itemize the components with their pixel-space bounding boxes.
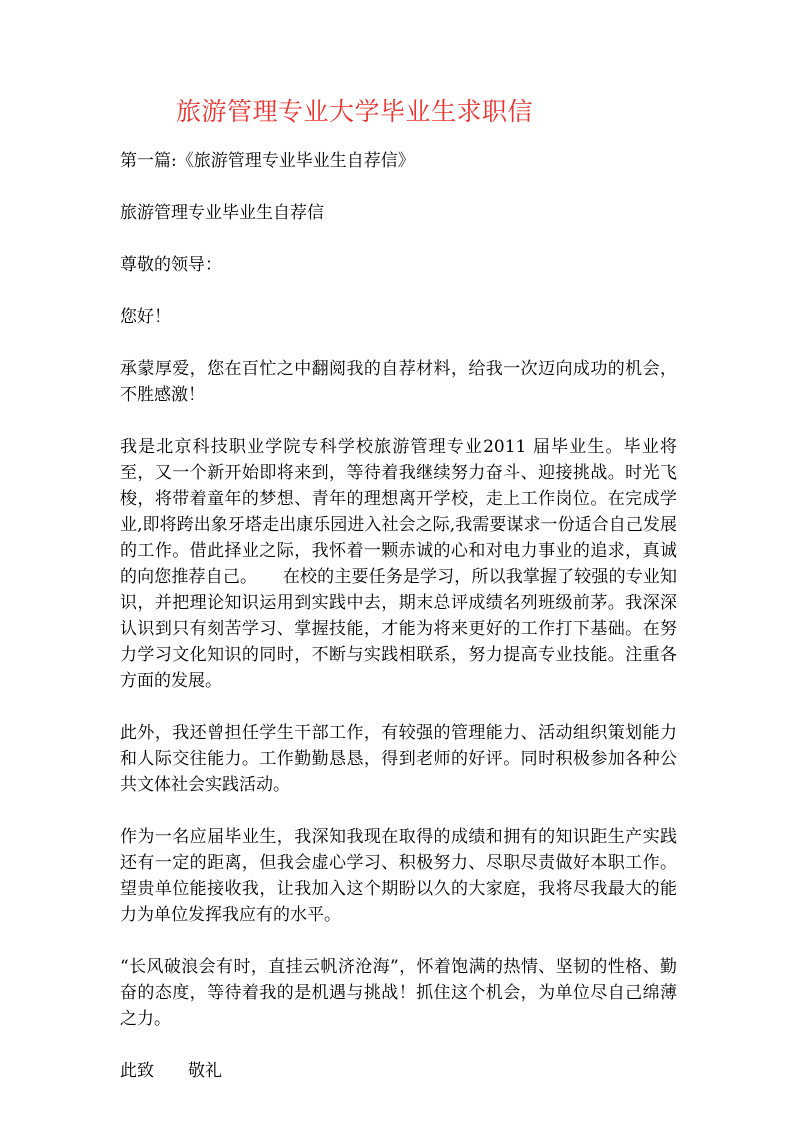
body-paragraph-experience: 此外，我还曾担任学生干部工作，有较强的管理能力、活动组织策划能力和人际交往能力。工作勤勤恳恳，得到老师的好评。同时积极参加各种公共文体社会实践活动。: [120, 723, 677, 795]
body-paragraph-closing-quote: “长风破浪会有时，直挂云帆济沧海”，怀着饱满的热情、坚韧的性格、勤奋的态度，等待着我的是机遇与挑战！抓住这个机会，为单位尽自己绵薄之力。: [120, 957, 677, 1029]
section-heading: 第一篇:《旅游管理专业毕业生自荐信》: [120, 151, 415, 171]
document-body: [120, 148, 677, 1084]
greeting: 您好！: [120, 307, 171, 327]
salutation: 尊敬的领导：: [120, 255, 222, 275]
document-title: 旅游管理专业大学毕业生求职信: [176, 97, 534, 126]
closing-salutation: 此致 敬礼: [120, 1061, 222, 1081]
body-paragraph-intro: 承蒙厚爱，您在百忙之中翻阅我的自荐材料，给我一次迈向成功的机会，不胜感激！: [120, 359, 677, 405]
body-paragraph-request: 作为一名应届毕业生，我深知我现在取得的成绩和拥有的知识距生产实践还有一定的距离，但我会虚心学习、积极努力、尽职尽责做好本职工作。望贵单位能接收我，让我加入这个期盼以久的大家庭，我将尽我最大的能力为单位发挥我应有的水平。: [120, 827, 677, 925]
letter-title: 旅游管理专业毕业生自荐信: [120, 203, 324, 223]
body-paragraph-background: 我是北京科技职业学院专科学校旅游管理专业2011 届毕业生。毕业将至，又一个新开始即将来到，等待着我继续努力奋斗、迎接挑战。时光飞梭，将带着童年的梦想、青年的理想离开学校，走上工作岗位。在完成学业,即将跨出象牙塔走出康乐园进入社会之际,我需要谋求一份适合自己发展的工作。借此择业之际，我怀着一颗赤诚的心和对电力事业的追求，真诚的向您推荐自己。 在校的主要任务是学习，所以我掌握了较强的专业知识，并把理论知识运用到实践中去，期末总评成绩名列班级前茅。我深深认识到只有刻苦学习、掌握技能，才能为将来更好的工作打下基础。在努力学习文化知识的同时，不断与实践相联系，努力提高专业技能。注重各方面的发展。: [120, 437, 677, 691]
